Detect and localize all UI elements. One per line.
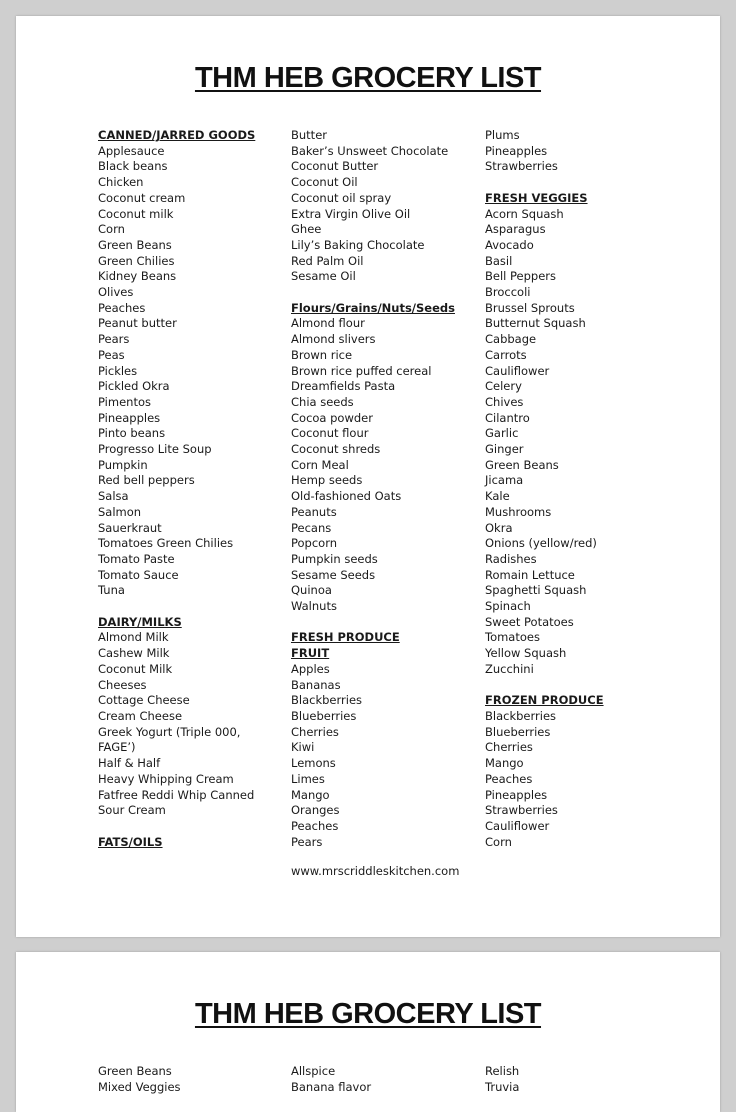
list-item: Cocoa powder xyxy=(291,410,373,425)
list-item: Onions (yellow/red) xyxy=(485,536,597,551)
list-item: Greek Yogurt (Triple 000, FAGE’) xyxy=(98,724,241,755)
list-item: Truvia xyxy=(485,1079,520,1094)
section-heading: FROZEN PRODUCE xyxy=(485,693,604,708)
list-item: Pickles xyxy=(98,363,138,378)
list-item: Progresso Lite Soup xyxy=(98,442,212,457)
page-title: THM HEB GROCERY LIST xyxy=(194,62,542,94)
list-item: Bananas xyxy=(291,677,341,692)
spacer xyxy=(291,285,483,301)
list-item: Carrots xyxy=(485,347,527,362)
list-column-1 xyxy=(98,1064,290,1095)
list-item: Peaches xyxy=(291,818,339,833)
list-item: Sauerkraut xyxy=(98,520,162,535)
list-item: Pickled Okra xyxy=(98,379,170,394)
list-item: Sour Cream xyxy=(98,803,166,818)
spacer xyxy=(98,599,290,615)
list-item: Cheeses xyxy=(98,677,147,692)
list-item: Yellow Squash xyxy=(485,646,567,661)
list-item: Dreamfields Pasta xyxy=(291,379,396,394)
list-item: Limes xyxy=(291,771,325,786)
list-item: Chives xyxy=(485,394,524,409)
list-item: Pimentos xyxy=(98,394,151,409)
list-item: Cream Cheese xyxy=(98,709,183,723)
list-item: Peaches xyxy=(485,771,533,786)
list-item: Cashew Milk xyxy=(98,646,170,661)
list-item: Bell Peppers xyxy=(485,269,557,284)
list-item: Peanuts xyxy=(291,504,337,519)
list-item: Chia seeds xyxy=(291,394,354,409)
spacer xyxy=(98,819,290,835)
list-item: Cilantro xyxy=(485,410,530,425)
list-item: Garlic xyxy=(485,426,519,441)
list-item: Cottage Cheese xyxy=(98,693,190,708)
section-heading: DAIRY/MILKS xyxy=(98,614,182,629)
list-item: Asparagus xyxy=(485,222,546,237)
list-item: Fatfree Reddi Whip Canned xyxy=(98,787,255,802)
list-column-2 xyxy=(291,128,483,850)
document-page-2 xyxy=(16,952,720,1112)
list-item: Tomato Sauce xyxy=(98,567,179,582)
list-item: Red Palm Oil xyxy=(291,253,364,268)
list-item: Almond slivers xyxy=(291,332,376,347)
list-item: Celery xyxy=(485,379,522,394)
spacer xyxy=(291,615,483,631)
list-item: Spaghetti Squash xyxy=(485,583,587,598)
list-item: Cauliflower xyxy=(485,818,550,833)
section-heading: FRESH PRODUCE xyxy=(291,630,400,645)
list-item: Walnuts xyxy=(291,599,337,614)
list-item: Pears xyxy=(98,332,130,347)
list-item: Acorn Squash xyxy=(485,206,564,221)
page-title: THM HEB GROCERY LIST xyxy=(194,998,542,1030)
list-column-1 xyxy=(98,128,290,850)
list-item: Salmon xyxy=(98,504,142,519)
list-item: Corn xyxy=(98,222,125,237)
list-item: Romain Lettuce xyxy=(485,567,575,582)
list-item: Applesauce xyxy=(98,143,165,158)
list-item: Blueberries xyxy=(291,708,357,723)
spacer xyxy=(485,175,677,191)
list-item: Banana flavor xyxy=(291,1079,372,1094)
list-item: Coconut Milk xyxy=(98,661,173,676)
list-item: Pinto beans xyxy=(98,426,166,441)
list-item: Brown rice puffed cereal xyxy=(291,363,432,378)
list-item: Allspice xyxy=(291,1064,336,1078)
list-item: Lemons xyxy=(291,756,336,771)
list-item: Green Chilies xyxy=(98,253,175,268)
list-item: Chicken xyxy=(98,175,144,190)
list-item: Popcorn xyxy=(291,536,338,551)
list-item: Mixed Veggies xyxy=(98,1079,181,1094)
list-item: Blackberries xyxy=(485,708,557,723)
list-item: Corn xyxy=(485,834,512,849)
list-item: Mushrooms xyxy=(485,504,552,519)
list-item: Tomatoes Green Chilies xyxy=(98,536,234,551)
list-item: Hemp seeds xyxy=(291,473,363,488)
list-item: Oranges xyxy=(291,803,340,818)
list-item: Plums xyxy=(485,128,520,142)
list-item: Tuna xyxy=(98,583,125,598)
list-item: Almond flour xyxy=(291,316,365,331)
list-column-2 xyxy=(291,1064,483,1095)
list-item: Coconut milk xyxy=(98,206,174,221)
list-item: Black beans xyxy=(98,159,168,174)
list-item: Pineapples xyxy=(485,787,548,802)
list-item: Cabbage xyxy=(485,332,537,347)
list-item: Radishes xyxy=(485,551,537,566)
list-item: Pears xyxy=(291,834,323,849)
list-item: Brussel Sprouts xyxy=(485,300,575,315)
list-item: Corn Meal xyxy=(291,457,349,472)
list-item: Sesame Seeds xyxy=(291,567,376,582)
list-item: Blackberries xyxy=(291,693,363,708)
list-item: Jicama xyxy=(485,473,524,488)
document-page-1 xyxy=(16,16,720,937)
list-item: Mango xyxy=(485,756,524,771)
list-item: Baker’s Unsweet Chocolate xyxy=(291,143,449,158)
list-column-3 xyxy=(485,1064,677,1095)
list-item: Coconut flour xyxy=(291,426,369,441)
list-item: Sweet Potatoes xyxy=(485,614,574,629)
list-item: Coconut shreds xyxy=(291,442,381,457)
list-item: Green Beans xyxy=(98,237,172,252)
list-item: Spinach xyxy=(485,599,531,614)
section-heading: FATS/OILS xyxy=(98,834,163,849)
list-item: Strawberries xyxy=(485,803,558,818)
list-item: Lily’s Baking Chocolate xyxy=(291,237,425,252)
list-item: Butter xyxy=(291,128,327,142)
list-item: Kale xyxy=(485,489,510,504)
list-item: Sesame Oil xyxy=(291,269,356,284)
list-item: Strawberries xyxy=(485,159,558,174)
list-item: Basil xyxy=(485,253,513,268)
list-item: Ginger xyxy=(485,442,524,457)
list-item: Broccoli xyxy=(485,285,531,300)
list-item: Kidney Beans xyxy=(98,269,177,284)
list-item: Apples xyxy=(291,661,330,676)
list-item: Peas xyxy=(98,347,125,362)
list-item: Quinoa xyxy=(291,583,332,598)
list-item: Relish xyxy=(485,1064,520,1078)
list-item: Green Beans xyxy=(98,1064,172,1078)
list-item: Heavy Whipping Cream xyxy=(98,771,234,786)
spacer xyxy=(485,678,677,694)
list-item: Tomato Paste xyxy=(98,551,175,566)
list-item: Coconut cream xyxy=(98,190,186,205)
list-item: Brown rice xyxy=(291,347,353,362)
section-heading: FRUIT xyxy=(291,646,330,661)
list-item: Okra xyxy=(485,520,513,535)
list-item: Butternut Squash xyxy=(485,316,586,331)
list-item: Kiwi xyxy=(291,740,315,755)
section-heading: Flours/Grains/Nuts/Seeds xyxy=(291,300,455,315)
list-item: Almond Milk xyxy=(98,630,169,645)
list-item: Red bell peppers xyxy=(98,473,195,488)
list-item: Mango xyxy=(291,787,330,802)
list-item: Green Beans xyxy=(485,457,559,472)
section-heading: FRESH VEGGIES xyxy=(485,190,588,205)
list-item: Salsa xyxy=(98,489,129,504)
list-item: Extra Virgin Olive Oil xyxy=(291,206,411,221)
list-item: Peaches xyxy=(98,300,146,315)
list-item: Pumpkin xyxy=(98,457,148,472)
list-item: Blueberries xyxy=(485,724,551,739)
list-item: Tomatoes xyxy=(485,630,540,645)
list-item: Pumpkin seeds xyxy=(291,551,378,566)
list-item: Peanut butter xyxy=(98,316,177,331)
list-item: Zucchini xyxy=(485,661,534,676)
list-item: Avocado xyxy=(485,237,534,252)
section-heading: CANNED/JARRED GOODS xyxy=(98,128,256,142)
list-item: Cherries xyxy=(291,724,339,739)
list-column-3 xyxy=(485,128,677,850)
list-item: Pecans xyxy=(291,520,332,535)
list-item: Old-fashioned Oats xyxy=(291,489,402,504)
list-item: Pineapples xyxy=(485,143,548,158)
list-item: Coconut Butter xyxy=(291,159,379,174)
list-item: Pineapples xyxy=(98,410,161,425)
list-item: Ghee xyxy=(291,222,322,237)
list-item: Olives xyxy=(98,285,134,300)
website-footer: www.mrscriddleskitchen.com xyxy=(291,864,460,878)
list-item: Cherries xyxy=(485,740,533,755)
list-item: Coconut Oil xyxy=(291,175,358,190)
list-item: Cauliflower xyxy=(485,363,550,378)
list-item: Half & Half xyxy=(98,756,161,771)
list-item: Coconut oil spray xyxy=(291,190,392,205)
